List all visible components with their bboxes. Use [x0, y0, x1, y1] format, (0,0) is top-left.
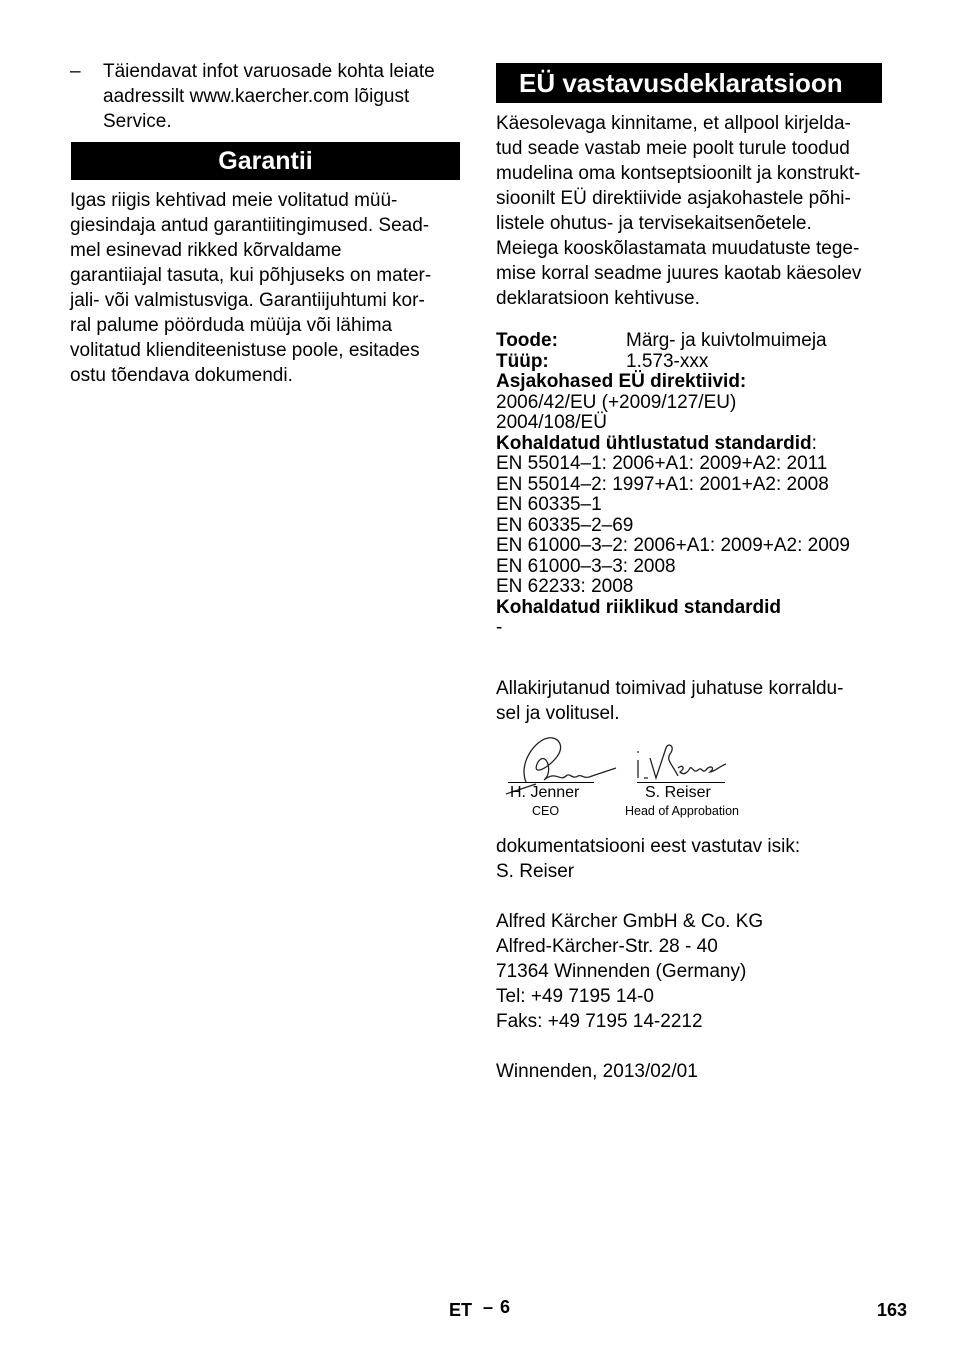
- declaration-intro: [496, 111, 861, 311]
- footer-language: ET: [449, 1300, 473, 1320]
- standard-item: EN 60335–2–69: [496, 514, 634, 536]
- bullet-dash: –: [70, 61, 81, 82]
- text-line: Igas riigis kehtivad meie volitatud müü-: [70, 190, 398, 211]
- text-line: deklaratsioon kehtivuse.: [496, 288, 700, 309]
- standard-item: EN 61000–3–2: 2006+A1: 2009+A2: 2009: [496, 535, 850, 556]
- text-line: mudelina oma kontseptsioonilt ja konstrukt-: [496, 163, 861, 184]
- text-line: ostu tõendava dokumendi.: [70, 365, 293, 386]
- directive-item: 2004/108/EÜ: [496, 412, 607, 433]
- signatory-name: S. Reiser: [645, 784, 711, 801]
- standard-item: EN 61000–3–3: 2008: [496, 555, 676, 577]
- directives-label: Asjakohased EÜ direktiivid:: [496, 371, 747, 392]
- text-line: dokumentatsiooni eest vastutav isik:: [496, 836, 801, 857]
- signature-reiser: [632, 738, 732, 784]
- text-line: sioonilt EÜ direktiivide asjakohastele põhi-: [496, 188, 851, 209]
- text-line: sel ja volitusel.: [496, 703, 620, 724]
- text-line: 71364 Winnenden (Germany): [496, 961, 747, 982]
- signatory-name: H. Jenner: [510, 784, 580, 801]
- text-line: aadressilt www.kaercher.com lõigust: [103, 86, 410, 107]
- text-line: Alfred Kärcher GmbH & Co. KG: [496, 911, 764, 932]
- text-line: Käesolevaga kinnitame, et allpool kirjelda-: [496, 113, 851, 134]
- signatory-title: CEO: [532, 804, 560, 818]
- type-label: Tüüp:: [496, 350, 549, 372]
- text-line: mel esinevad rikked kõrvaldame: [70, 240, 342, 261]
- text-line: tud seade vastab meie poolt turule toodud: [496, 138, 850, 159]
- standard-item: EN 62233: 2008: [496, 576, 634, 597]
- text-line: Alfred-Kärcher-Str. 28 - 40: [496, 936, 718, 957]
- footer-section-number: 6: [500, 1297, 511, 1317]
- text-line: ral palume pöörduda müüja või lähima: [70, 315, 393, 336]
- standard-item: EN 60335–1: [496, 494, 602, 515]
- type-value: 1.573-xxx: [626, 350, 709, 372]
- harmonized-colon: :: [811, 432, 817, 454]
- warranty-heading: Garantii: [71, 142, 460, 180]
- text-line: Allakirjutanud toimivad juhatuse korraldu-: [496, 678, 844, 699]
- place-date: Winnenden, 2013/02/01: [496, 1061, 698, 1082]
- text-line: jali- või valmistusviga. Garantiijuhtumi kor-: [70, 290, 425, 311]
- declaration-details: [496, 331, 896, 639]
- product-value: Märg- ja kuivtolmuimeja: [626, 330, 827, 351]
- standard-item: EN 55014–2: 1997+A1: 2001+A2: 2008: [496, 473, 829, 495]
- text-line: Meiega kooskõlastamata muudatuste tege-: [496, 238, 860, 259]
- product-row: [496, 331, 896, 352]
- text-line: volitatud klienditeenistuse poole, esitades: [70, 340, 420, 361]
- warranty-text: [70, 188, 431, 388]
- footer-dash: –: [483, 1297, 494, 1317]
- harmonized-row: [496, 434, 896, 455]
- standard-item: EN 55014–1: 2006+A1: 2009+A2: 2011: [496, 453, 828, 474]
- text-line: Tel: +49 7195 14-0: [496, 986, 654, 1007]
- text-line: Faks: +49 7195 14-2212: [496, 1011, 703, 1032]
- text-line: S. Reiser: [496, 861, 575, 882]
- product-label: Toode:: [496, 330, 558, 351]
- page-number: 163: [877, 1300, 908, 1320]
- documentation-contact: [496, 834, 800, 884]
- text-line: Service.: [103, 111, 172, 132]
- company-address: [496, 909, 763, 1034]
- text-line: giesindaja antud garantiitingimused. Sead-: [70, 215, 430, 236]
- text-line: mise korral seadme juures kaotab käesolev: [496, 263, 862, 284]
- declaration-heading: EÜ vastavusdeklaratsioon: [496, 63, 882, 103]
- signed-note: [496, 676, 843, 726]
- text-line: listele ohutus- ja tervisekaitsenõetele.: [496, 213, 812, 234]
- text-line: garantiiajal tasuta, kui põhjuseks on mater-: [70, 265, 432, 286]
- directive-item: 2006/42/EU (+2009/127/EU): [496, 391, 737, 413]
- text-line: Täiendavat infot varuosade kohta leiate: [103, 61, 435, 82]
- signatory-title: Head of Approbation: [625, 804, 739, 818]
- national-value: -: [496, 617, 503, 638]
- spare-parts-note: [103, 59, 435, 134]
- harmonized-label: Kohaldatud ühtlustatud standardid: [496, 432, 812, 454]
- type-row: [496, 352, 896, 373]
- national-label: Kohaldatud riiklikud standardid: [496, 596, 782, 618]
